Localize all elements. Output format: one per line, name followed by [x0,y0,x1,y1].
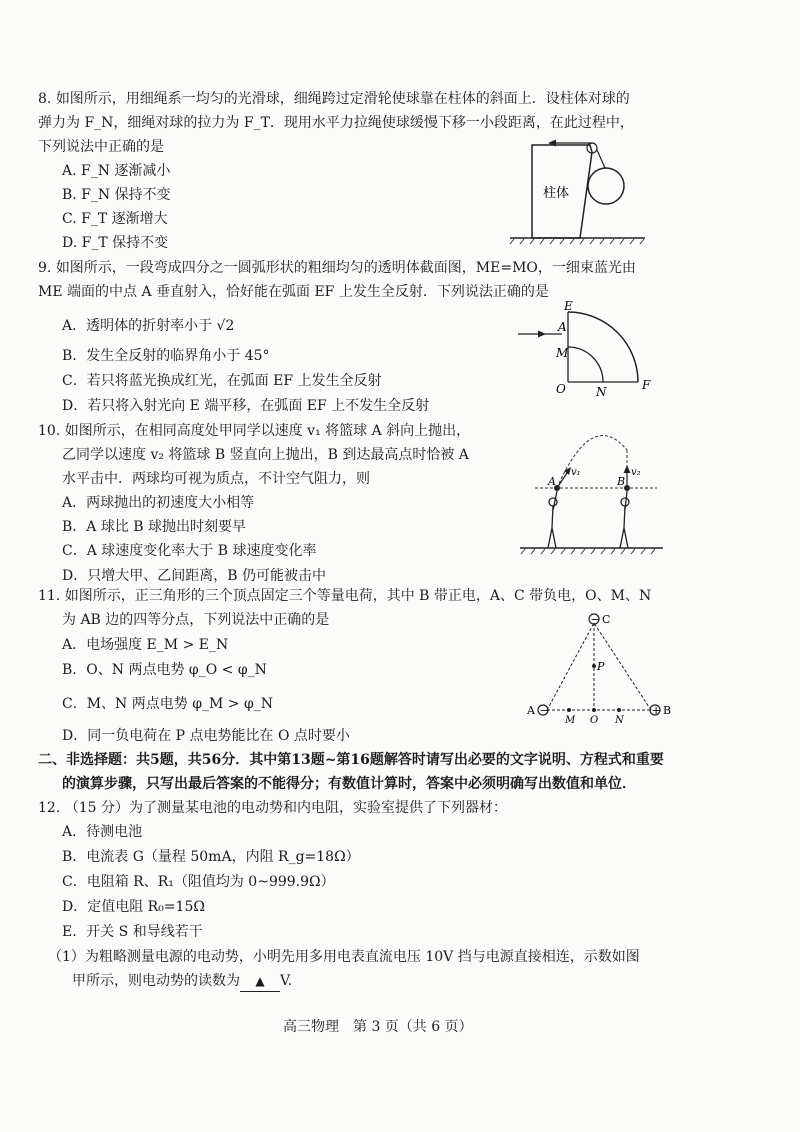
q10-stem-text-1: 如图所示，在相同高度处甲同学以速度 v₁ 将篮球 A 斜向上抛出， [64,423,471,439]
q11-option-d: D．同一负电荷在 P 点电势能比在 O 点时要小 [62,728,350,744]
charge-A-sign: − [539,704,549,717]
ground-hatching [510,239,644,244]
point-M [567,708,571,712]
q9-option-a: A．透明体的折射率小于 √2 [62,318,235,334]
v1-arrowhead-icon [564,467,571,475]
page-footer: 高三物理 第 3 页（共 6 页） [283,1019,473,1035]
section2-header-line-2: 的演算步骤，只写出最后答案的不能得分；有数值计算时，答案中必须明确写出数值和单位． [62,776,636,792]
student-yi [620,491,629,548]
q11-option-a: A．电场强度 E_M > E_N [62,637,229,653]
q9-figure [510,300,660,400]
q8-figure [510,130,650,245]
q9-option-c: C．若只将蓝光换成红光，在弧面 EF 上发生全反射 [62,373,382,389]
outer-arc-EF [568,312,638,382]
q8-option-c: C. F_T 逐渐增大 [62,211,168,227]
label-B: B [663,704,672,717]
student-jia [548,491,557,548]
q12-item-c: C．电阻箱 R、R₁（阻值均为 0~999.9Ω） [62,874,335,890]
q11-number: 11. [38,588,61,604]
q10-option-c: C．A 球速度变化率大于 B 球速度变化率 [62,543,317,559]
point-O [592,708,596,712]
label-F: F [642,378,651,392]
q12-item-a: A．待测电池 [62,824,143,840]
label-ball-B: B [617,475,626,488]
q9-stem-text-1: 如图所示，一段弯成四分之一圆弧形状的粗细均匀的透明体截面图，ME=MO，一细束蓝光由 [55,260,636,276]
q11-option-c: C．M、N 两点电势 φ_M > φ_N [62,696,274,712]
ball [588,168,624,204]
label-O: O [590,715,599,726]
q10-figure [515,430,665,560]
q12-stem-text: （15 分）为了测量某电池的电动势和内电阻，实验室提供了下列器材： [64,800,507,816]
q9-number: 9. [38,260,52,276]
label-N: N [596,385,607,399]
q8-stem-line-2: 弹力为 F_N，细绳对球的拉力为 F_T．现用水平力拉绳使球缓慢下移一小段距离，在此过程中， [38,115,634,131]
ray-arrow-icon [538,331,546,338]
q8-option-d: D. F_T 保持不变 [62,235,169,251]
label-v1: v₁ [571,467,581,478]
q9-option-b: B．发生全反射的临界角小于 45° [62,348,270,364]
q12-sub1-line-1: （1）为粗略测量电源的电动势，小明先用多用电表直流电压 10V 挡与电源直接相连，示数如图 [48,949,640,965]
q12-sub1-line-2 [72,971,292,992]
side-AC [547,623,594,710]
charge-B-sign: + [651,704,661,717]
answer-blank[interactable] [240,971,280,992]
q10-number: 10. [38,423,61,439]
q10-stem-line-1 [38,421,470,441]
inner-arc-MN [568,347,603,382]
q11-stem-text-1: 如图所示，正三角形的三个顶点固定三个等量电荷，其中 B 带正电，A、C 带负电，O、M、N [64,588,652,604]
q12-item-e: E．开关 S 和导线若干 [62,924,203,940]
q11-figure [525,610,675,725]
point-P [592,664,596,668]
q12-number: 12. [38,800,61,816]
label-O: O [556,382,566,396]
pillar-label: 柱体 [543,186,570,201]
q8-option-a: A. F_N 逐渐减小 [62,163,171,179]
v2-arrowhead-icon [624,465,631,473]
q8-stem-text-1: 如图所示，用细绳系一均匀的光滑球，细绳跨过定滑轮使球靠在柱体的斜面上．设柱体对球的 [55,91,630,107]
q8-stem-line-3: 下列说法中正确的是 [38,139,164,155]
q10-stem-line-3: 水平击中．两球均可视为质点，不计空气阻力，则 [62,471,370,487]
q11-stem-line-1 [38,586,651,606]
q12-sub1-suffix: V. [280,973,293,989]
label-M: M [565,715,576,726]
q9-stem-line-1 [38,258,636,278]
q12-sub1-prefix: 甲所示，则电动势的读数为 [72,973,240,989]
rope-to-ball [597,150,605,168]
q9-option-d: D．若只将入射光向 E 端平移，在弧面 EF 上不发生全反射 [62,398,430,414]
label-M: M [556,346,569,360]
label-ball-A: A [548,475,556,488]
q12-item-b: B．电流表 G（量程 50mA，内阻 R_g=18Ω） [62,849,360,865]
label-E: E [564,299,573,313]
q11-option-b: B．O、N 两点电势 φ_O < φ_N [62,662,267,678]
q10-option-b: B．A 球比 B 球抛出时刻要早 [62,519,247,535]
q8-stem-line-1 [38,89,630,109]
label-A: A [527,704,535,717]
q10-option-a: A．两球抛出的初速度大小相等 [62,495,255,511]
charge-C-sign: − [590,613,600,626]
label-N: N [615,715,624,726]
blank-triangle-icon: ▲ [255,974,265,988]
q10-stem-line-2: 乙同学以速度 v₂ 将篮球 B 竖直向上抛出，B 到达最高点时恰被 A [62,447,469,463]
point-N [617,708,621,712]
label-v2: v₂ [631,467,641,478]
ground-hatching [521,549,655,554]
section2-header-line-1: 二、非选择题：共5题，共56分．其中第13题~第16题解答时请写出必要的文字说明、方程式和重要 [38,752,664,768]
q9-stem-line-2: ME 端面的中点 A 垂直射入，恰好能在弧面 EF 上发生全反射．下列说法正确的是 [38,284,549,300]
q8-option-b: B. F_N 保持不变 [62,187,171,203]
q12-stem [38,798,507,818]
q11-stem-line-2: 为 AB 边的四等分点，下列说法中正确的是 [62,612,330,628]
label-A: A [558,320,567,334]
q12-item-d: D．定值电阻 R₀=15Ω [62,899,205,915]
q10-option-d: D．只增大甲、乙间距离，B 仍可能被击中 [62,568,326,584]
q8-number: 8. [38,91,52,107]
label-C: C [602,613,611,626]
label-P: P [597,660,605,673]
